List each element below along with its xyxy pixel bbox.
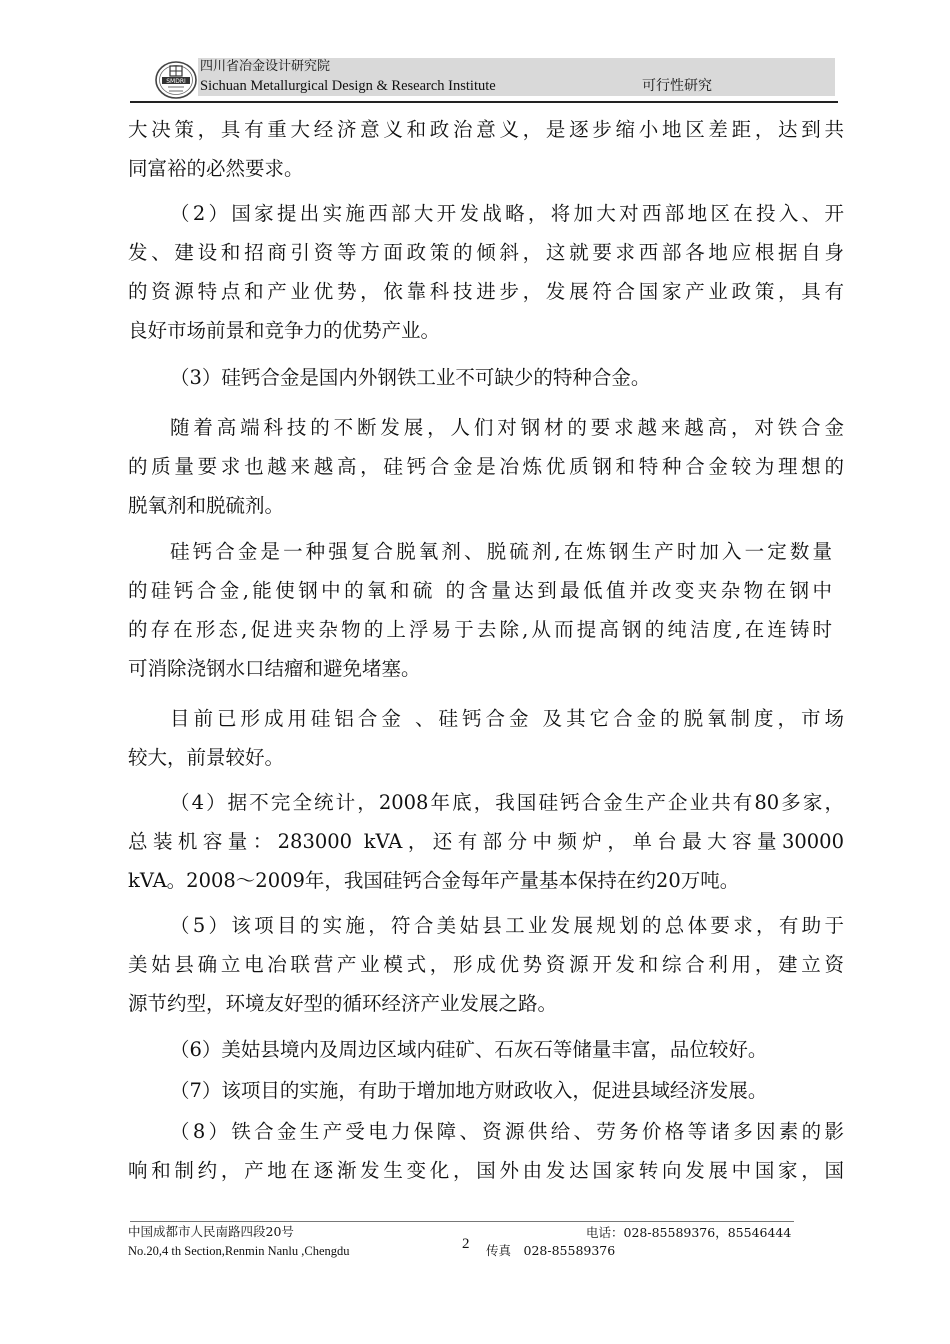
paragraph-6 — [128, 699, 844, 777]
text-line: 的资源特点和产业优势，依靠科技进步，发展符合国家产业政策，具有 — [128, 280, 844, 303]
text-line: （6）美姑县境内及周边区域内硅矿、石灰石等储量丰富，品位较好。 — [170, 1038, 768, 1061]
text-line: 发、建设和招商引资等方面政策的倾斜，这就要求西部各地应根据自身 — [128, 241, 844, 264]
text-line: 总装机容量：283000 kVA，还有部分中频炉，单台最大容量30000 — [128, 830, 844, 853]
header-rule — [130, 101, 838, 103]
footer-address-en: No.20,4 th Section,Renmin Nanlu ,Chengdu — [128, 1244, 350, 1258]
text-line: 良好市场前景和竞争力的优势产业。 — [128, 319, 441, 342]
text-line: 硅钙合金是一种强复合脱氧剂、脱硫剂,在炼钢生产时加入一定数量 — [170, 540, 832, 563]
page-number: 2 — [462, 1236, 470, 1252]
paragraph-8 — [128, 906, 844, 1023]
text-line: 的硅钙合金,能使钢中的氧和硫 的含量达到最低值并改变夹杂物在钢中 — [128, 579, 832, 602]
text-line: 的质量要求也越来越高，硅钙合金是冶炼优质钢和特种合金较为理想的 — [128, 455, 844, 478]
paragraph-2 — [128, 194, 844, 350]
text-line: 目前已形成用硅铝合金 、硅钙合金 及其它合金的脱氧制度，市场 — [170, 707, 844, 730]
paragraph-5 — [128, 532, 832, 688]
text-line: 同富裕的必然要求。 — [128, 157, 304, 180]
header-org-cn: 四川省冶金设计研究院 — [200, 59, 331, 74]
paragraph-9 — [128, 1030, 844, 1069]
text-line: （3）硅钙合金是国内外钢铁工业不可缺少的特种合金。 — [170, 366, 651, 389]
paragraph-3 — [128, 358, 844, 397]
logo-text: SMDRI — [166, 78, 186, 85]
paragraph-1 — [128, 110, 844, 188]
paragraph-10 — [128, 1071, 844, 1110]
footer-address-cn: 中国成都市人民南路四段20号 — [128, 1224, 294, 1239]
header-doc-type: 可行性研究 — [642, 78, 712, 94]
paragraph-11 — [128, 1112, 844, 1190]
text-line: （5）该项目的实施，符合美姑县工业发展规划的总体要求，有助于 — [170, 914, 844, 937]
text-line: kVA。2008～2009年，我国硅钙合金每年产量基本保持在约20万吨。 — [128, 869, 740, 892]
text-line: 大决策，具有重大经济意义和政治意义，是逐步缩小地区差距，达到共 — [128, 118, 844, 141]
header-org-en: Sichuan Metallurgical Design & Research Institute — [200, 78, 496, 94]
text-line: （8）铁合金生产受电力保障、资源供给、劳务价格等诸多因素的影 — [170, 1120, 844, 1143]
text-line: （7）该项目的实施，有助于增加地方财政收入，促进县域经济发展。 — [170, 1079, 768, 1102]
footer-fax: 传真 028-85589376 — [486, 1243, 616, 1258]
footer-rule — [130, 1221, 794, 1222]
text-line: 源节约型，环境友好型的循环经济产业发展之路。 — [128, 992, 558, 1015]
text-line: （4）据不完全统计，2008年底，我国硅钙合金生产企业共有80多家， — [170, 791, 844, 814]
paragraph-4 — [128, 408, 844, 525]
paragraph-7 — [128, 783, 844, 900]
text-line: 随着高端科技的不断发展，人们对钢材的要求越来越高，对铁合金 — [170, 416, 844, 439]
footer-phone: 电话：028-85589376，85546444 — [586, 1225, 792, 1240]
text-line: 可消除浇钢水口结瘤和避免堵塞。 — [128, 657, 421, 680]
institute-logo — [154, 60, 198, 100]
text-line: 较大，前景较好。 — [128, 746, 285, 769]
text-line: 的存在形态,促进夹杂物的上浮易于去除,从而提高钢的纯洁度,在连铸时 — [128, 618, 832, 641]
text-line: 美姑县确立电冶联营产业模式，形成优势资源开发和综合利用，建立资 — [128, 953, 844, 976]
text-line: 响和制约，产地在逐渐发生变化，国外由发达国家转向发展中国家，国 — [128, 1159, 844, 1182]
text-line: （2）国家提出实施西部大开发战略，将加大对西部地区在投入、开 — [170, 202, 844, 225]
text-line: 脱氧剂和脱硫剂。 — [128, 494, 285, 517]
